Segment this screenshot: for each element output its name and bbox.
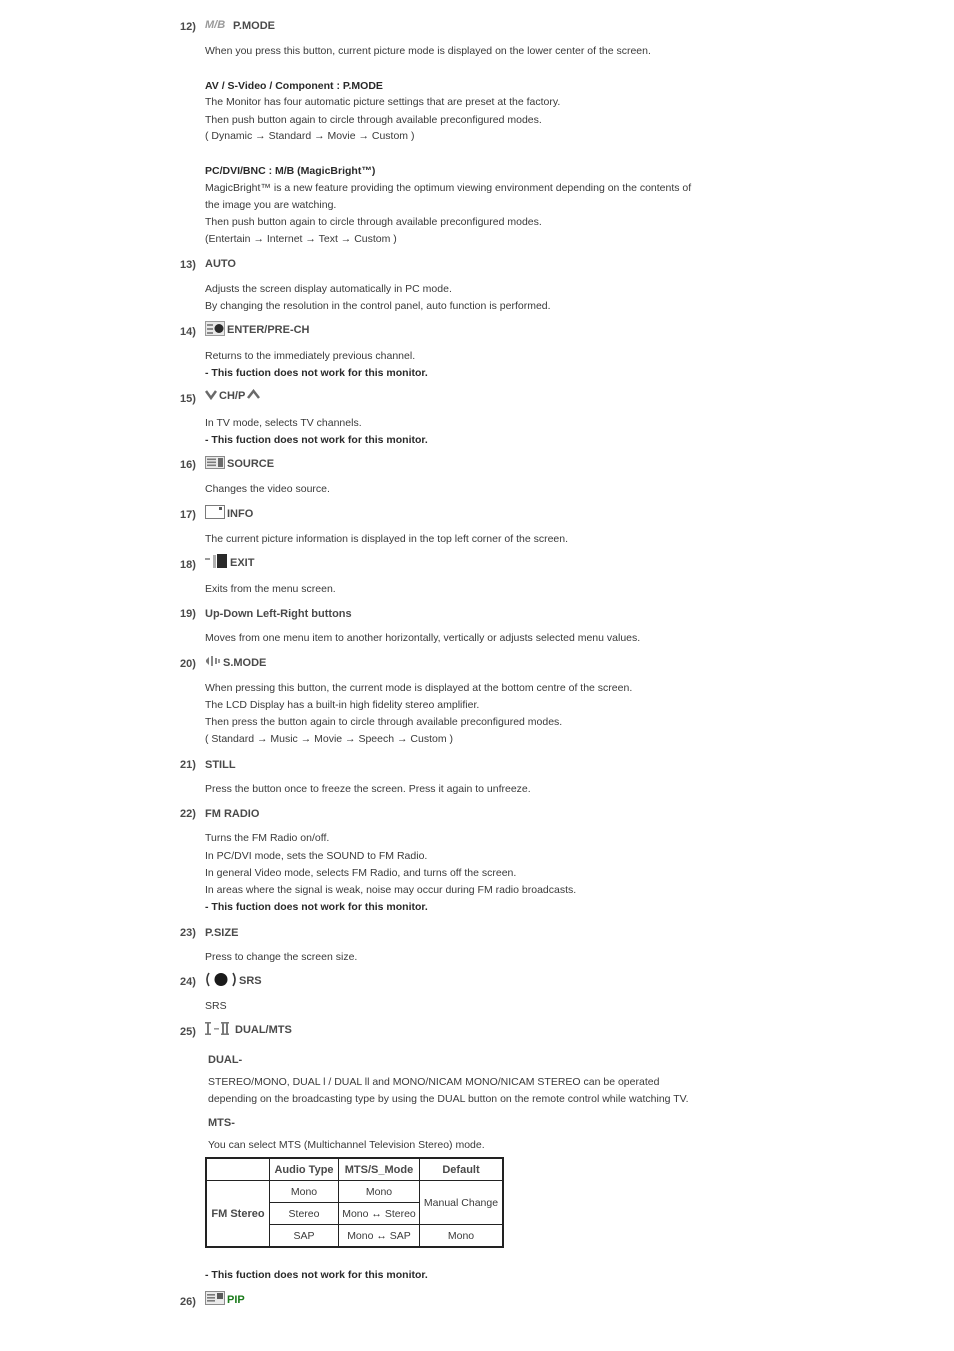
table-cell: SAP: [270, 1225, 339, 1248]
subheading: AV / S-Video / Component : P.MODE: [205, 80, 383, 92]
item-title: CH/P: [219, 390, 246, 402]
item-number: 18): [180, 559, 196, 571]
item-heading-still: [205, 759, 236, 771]
body-text: Exits from the menu screen.: [205, 583, 336, 595]
body-text: depending on the broadcasting type by using the DUAL button on the remote control while watching TV.: [208, 1093, 689, 1105]
item-heading-fm-radio: [205, 808, 259, 820]
source-icon: [205, 456, 225, 472]
body-text: ( Standard → Music → Movie → Speech → Custom ): [205, 733, 453, 745]
body-text: Then push button again to circle through available preconfigured modes.: [205, 114, 542, 126]
body-text: When you press this button, current picture mode is displayed on the lower center of the screen.: [205, 45, 651, 57]
body-text: Press the button once to freeze the screen. Press it again to unfreeze.: [205, 783, 531, 795]
item-number: 14): [180, 326, 196, 338]
item-number: 21): [180, 759, 196, 771]
body-text: The Monitor has four automatic picture settings that are preset at the factory.: [205, 96, 561, 108]
body-text: MagicBright™ is a new feature providing the optimum viewing environment depending on the contents of: [205, 182, 692, 194]
note-text: - This fuction does not work for this monitor.: [205, 434, 428, 446]
enter-prech-icon: [205, 321, 225, 339]
table-cell: Mono ↔ Stereo: [339, 1203, 420, 1225]
item-heading-enter-prech: [205, 321, 310, 339]
body-text: SRS: [205, 1000, 227, 1012]
exit-icon: [205, 554, 228, 572]
body-text: The LCD Display has a built-in high fidelity stereo amplifier.: [205, 699, 480, 711]
body-text: the image you are watching.: [205, 199, 337, 211]
body-text: In general Video mode, selects FM Radio, and turns off the screen.: [205, 867, 517, 879]
subheading: PC/DVI/BNC : M/B (MagicBright™): [205, 165, 376, 177]
pip-icon: [205, 1291, 225, 1308]
table-row-label: FM Stereo: [206, 1181, 270, 1248]
item-title: ENTER/PRE-CH: [227, 324, 310, 336]
srs-icon: [205, 972, 237, 990]
item-heading-srs: [205, 972, 262, 990]
item-number: 24): [180, 976, 196, 988]
subheading-mts: MTS-: [208, 1117, 235, 1129]
body-text: Then press the button again to circle through available preconfigured modes.: [205, 716, 563, 728]
item-title: S.MODE: [223, 656, 267, 669]
item-number: 12): [180, 21, 196, 33]
item-number: 13): [180, 259, 196, 271]
item-number: 17): [180, 509, 196, 521]
table-header-cell: MTS/S_Mode: [339, 1158, 420, 1181]
body-text: When pressing this button, the current mode is displayed at the bottom centre of the screen.: [205, 682, 633, 694]
item-title: P.SIZE: [205, 927, 239, 939]
mts-table: [205, 1157, 504, 1248]
svg-text:M/B: M/B: [205, 19, 226, 30]
body-text: (Entertain → Internet → Text → Custom ): [205, 233, 397, 245]
table-cell: Mono: [420, 1225, 504, 1248]
item-title: SRS: [239, 975, 262, 987]
item-heading-psize: [205, 927, 238, 939]
table-header-cell: Audio Type: [270, 1158, 339, 1181]
body-text: Turns the FM Radio on/off.: [205, 832, 330, 844]
table-header-row: [206, 1158, 503, 1181]
item-number: 15): [180, 393, 196, 405]
item-heading-auto: [205, 258, 236, 270]
item-number: 26): [180, 1296, 196, 1308]
table-row: [206, 1181, 503, 1203]
mb-icon: [205, 18, 231, 33]
body-text: STEREO/MONO, DUAL l / DUAL ll and MONO/NICAM MONO/NICAM STEREO can be operated: [208, 1076, 660, 1088]
body-text: Adjusts the screen display automatically in PC mode.: [205, 283, 452, 295]
info-icon: [205, 505, 225, 522]
item-title: FM RADIO: [205, 808, 260, 820]
note-text: - This fuction does not work for this monitor.: [205, 367, 428, 379]
item-heading-pip: [205, 1291, 245, 1308]
item-number: 19): [180, 608, 196, 620]
table-header-cell: Default: [420, 1158, 504, 1181]
body-text: Returns to the immediately previous channel.: [205, 350, 416, 362]
table-header-cell: [206, 1158, 270, 1181]
item-title: PIP: [227, 1293, 245, 1306]
body-text: Press to change the screen size.: [205, 951, 358, 963]
note-text: - This fuction does not work for this monitor.: [205, 1269, 428, 1281]
item-title: Up-Down Left-Right buttons: [205, 608, 352, 620]
table-cell: Mono ↔ SAP: [339, 1225, 420, 1248]
table-cell: Manual Change: [420, 1181, 504, 1225]
body-text: You can select MTS (Multichannel Television Stereo) mode.: [208, 1139, 485, 1151]
item-heading-smode: [205, 655, 266, 670]
body-text: ( Dynamic → Standard → Movie → Custom ): [205, 130, 415, 142]
table-cell: Mono: [339, 1181, 420, 1203]
item-number: 23): [180, 927, 196, 939]
chevron-down-icon: [205, 389, 217, 403]
body-text: The current picture information is displayed in the top left corner of the screen.: [205, 533, 569, 545]
body-text: In PC/DVI mode, sets the SOUND to FM Radio.: [205, 850, 428, 862]
dual-mts-icon: [205, 1021, 233, 1039]
item-title: P.MODE: [233, 19, 275, 32]
item-number: 25): [180, 1026, 196, 1038]
smode-icon: [205, 655, 221, 670]
item-heading-exit: [205, 554, 254, 572]
item-heading-pmode: [205, 18, 275, 33]
item-heading-arrows: [205, 608, 352, 620]
item-title: DUAL/MTS: [235, 1024, 292, 1036]
item-heading-source: [205, 456, 274, 472]
body-text: Then push button again to circle through available preconfigured modes.: [205, 216, 542, 228]
item-number: 20): [180, 658, 196, 670]
body-text: Moves from one menu item to another horizontally, vertically or adjusts selected menu values.: [205, 632, 641, 644]
subheading-dual: DUAL-: [208, 1054, 243, 1066]
body-text: Changes the video source.: [205, 483, 330, 495]
body-text: In TV mode, selects TV channels.: [205, 417, 362, 429]
item-heading-dual-mts: [205, 1021, 292, 1039]
item-title: SOURCE: [227, 458, 275, 470]
item-title: EXIT: [230, 557, 255, 569]
body-text: In areas where the signal is weak, noise may occur during FM radio broadcasts.: [205, 884, 577, 896]
table-cell: Mono: [270, 1181, 339, 1203]
chevron-up-icon: [247, 389, 260, 403]
item-number: 22): [180, 808, 196, 820]
item-title: INFO: [227, 507, 254, 520]
note-text: - This fuction does not work for this monitor.: [205, 901, 428, 913]
item-title: STILL: [205, 759, 236, 771]
item-heading-chp: [205, 389, 260, 403]
table-cell: Stereo: [270, 1203, 339, 1225]
item-heading-info: [205, 505, 253, 522]
item-number: 16): [180, 459, 196, 471]
item-title: AUTO: [205, 258, 236, 270]
body-text: By changing the resolution in the control panel, auto function is performed.: [205, 300, 551, 312]
